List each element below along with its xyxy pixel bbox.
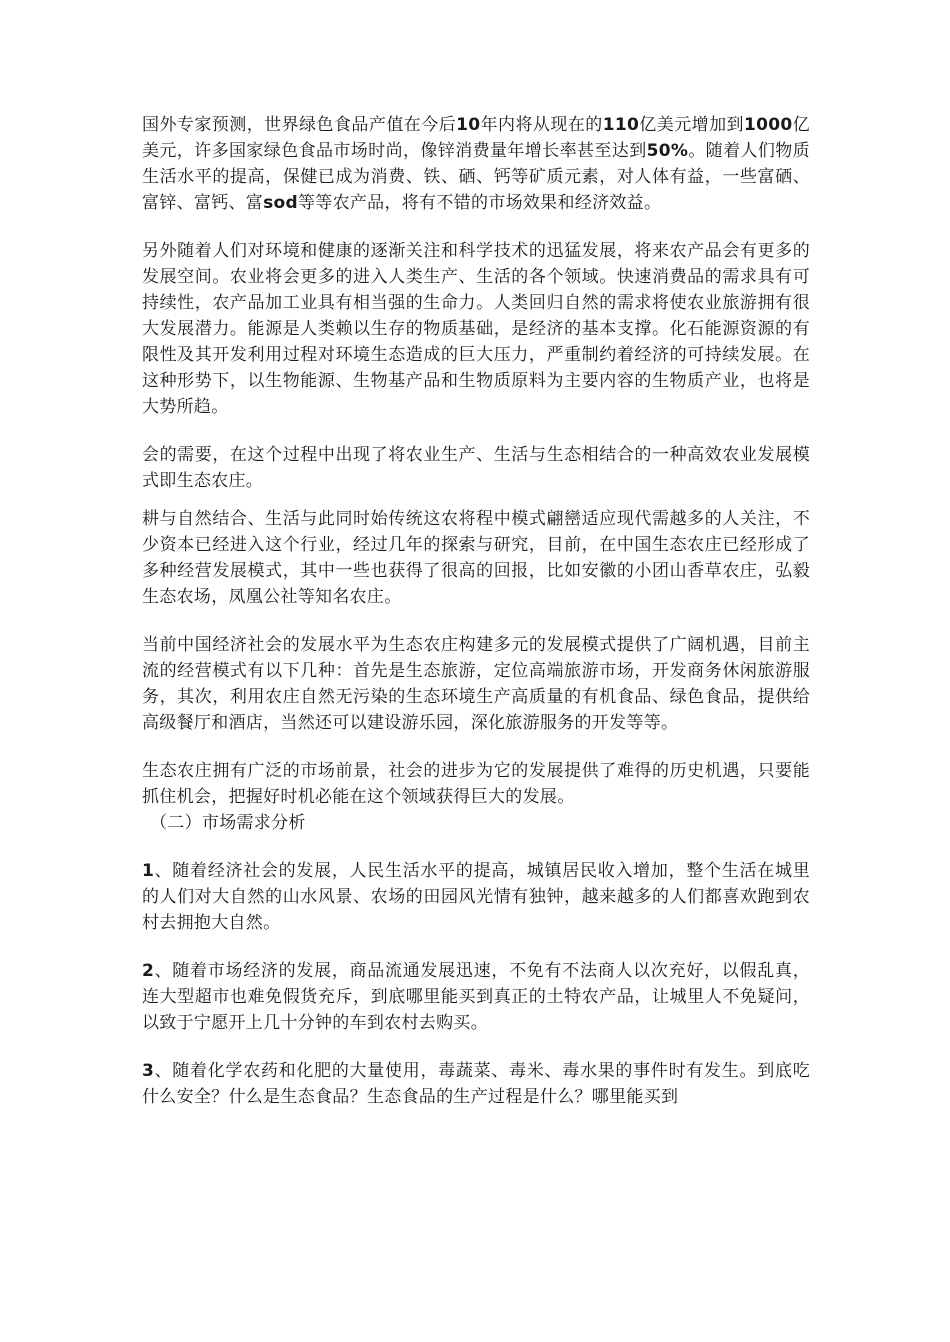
paragraph-eco-farm-development: 耕与自然结合、生活与此同时始传统这农将程中模式翩巒适应现代需越多的人关注，不少资本已经进入这个行业，经过几年的探索与研究，目前，在中国生态农庄已经形成了多种经营发展模式，其中一些也获得了很高的回报，比如安徽的小团山香草农庄，弘毅生态农场，凤凰公社等知名农庄。 [142, 509, 810, 607]
document-page [142, 112, 810, 1110]
text-run: 。随着人们物质生活水平的提高，保健已成为消费、铁、硒、钙等矿质元素，对人体有益，一些富硒、富锌、富钙、富 [142, 141, 810, 213]
text-run: 等等农产品，将有不错的市场效果和经济效益。 [297, 193, 662, 213]
text-run: 亿美元增加到 [639, 115, 745, 135]
section-heading: （二）市场需求分析 [150, 813, 306, 833]
number-run: 1000 [744, 115, 793, 135]
list-text: 、随着化学农药和化肥的大量使用，毒蔬菜、毒米、毒水果的事件时有发生。到底吃什么安全？什么是生态食品？生态食品的生产过程是什么？哪里能买到 [142, 1061, 810, 1107]
paragraph-market-prospect: 生态农庄拥有广泛的市场前景，社会的进步为它的发展提供了难得的历史机遇，只要能抓住机会，把握好时机必能在这个领域获得巨大的发展。 [142, 761, 810, 807]
number-run: 50% [646, 141, 689, 161]
paragraph-green-food-forecast [142, 112, 810, 216]
number-run: sod [263, 193, 298, 213]
list-item-2 [142, 958, 810, 1036]
list-item-1 [142, 858, 810, 936]
list-text: 、随着经济社会的发展，人民生活水平的提高，城镇居民收入增加，整个生活在城里的人们对大自然的山水风景、农场的田园风光情有独钟，越来越多的人们都喜欢跑到农村去拥抱大自然。 [142, 861, 810, 933]
number-run: 10 [456, 115, 481, 135]
list-number: 2 [142, 961, 155, 981]
paragraph-business-models: 当前中国经济社会的发展水平为生态农庄构建多元的发展模式提供了广阔机遇，目前主流的经营模式有以下几种：首先是生态旅游，定位高端旅游市场，开发商务休闲旅游服务，其次，利用农庄自然无污染的生态环境生产高质量的有机食品、绿色食品，提供给高级餐厅和酒店，当然还可以建设游乐园，深化旅游服务的开发等等。 [142, 635, 810, 733]
text-run: 年内将从现在的 [480, 115, 603, 135]
list-number: 3 [142, 1061, 155, 1081]
text-run: 国外专家预测，世界绿色食品产值在今后 [142, 115, 457, 135]
list-text: 、随着市场经济的发展，商品流通发展迅速，不免有不法商人以次充好，以假乱真，连大型超市也难免假货充斥，到底哪里能买到真正的土特农产品，让城里人不免疑问，以致于宁愿开上几十分钟的车到农村去购买。 [142, 961, 810, 1033]
number-run: 110 [602, 115, 640, 135]
paragraph-eco-farm-model: 会的需要，在这个过程中出现了将农业生产、生活与生态相结合的一种高效农业发展模式即生态农庄。 [142, 445, 810, 491]
text-run: 亿美元，许多国家绿色食品市场时尚，像锌消费量年增长率甚至达到 [142, 115, 810, 161]
list-item-3 [142, 1058, 810, 1110]
list-number: 1 [142, 861, 155, 881]
paragraph-future-agriculture: 另外随着人们对环境和健康的逐渐关注和科学技术的迅猛发展，将来农产品会有更多的发展空间。农业将会更多的进入人类生产、生活的各个领域。快速消费品的需求具有可持续性，农产品加工业具有相当强的生命力。人类回归自然的需求将使农业旅游拥有很大发展潜力。能源是人类赖以生存的物质基础，是经济的基本支撑。化石能源资源的有限性及其开发利用过程对环境生态造成的巨大压力，严重制约着经济的可持续发展。在这种形势下，以生物能源、生物基产品和生物质原料为主要内容的生物质产业，也将是大势所趋。 [142, 241, 810, 417]
